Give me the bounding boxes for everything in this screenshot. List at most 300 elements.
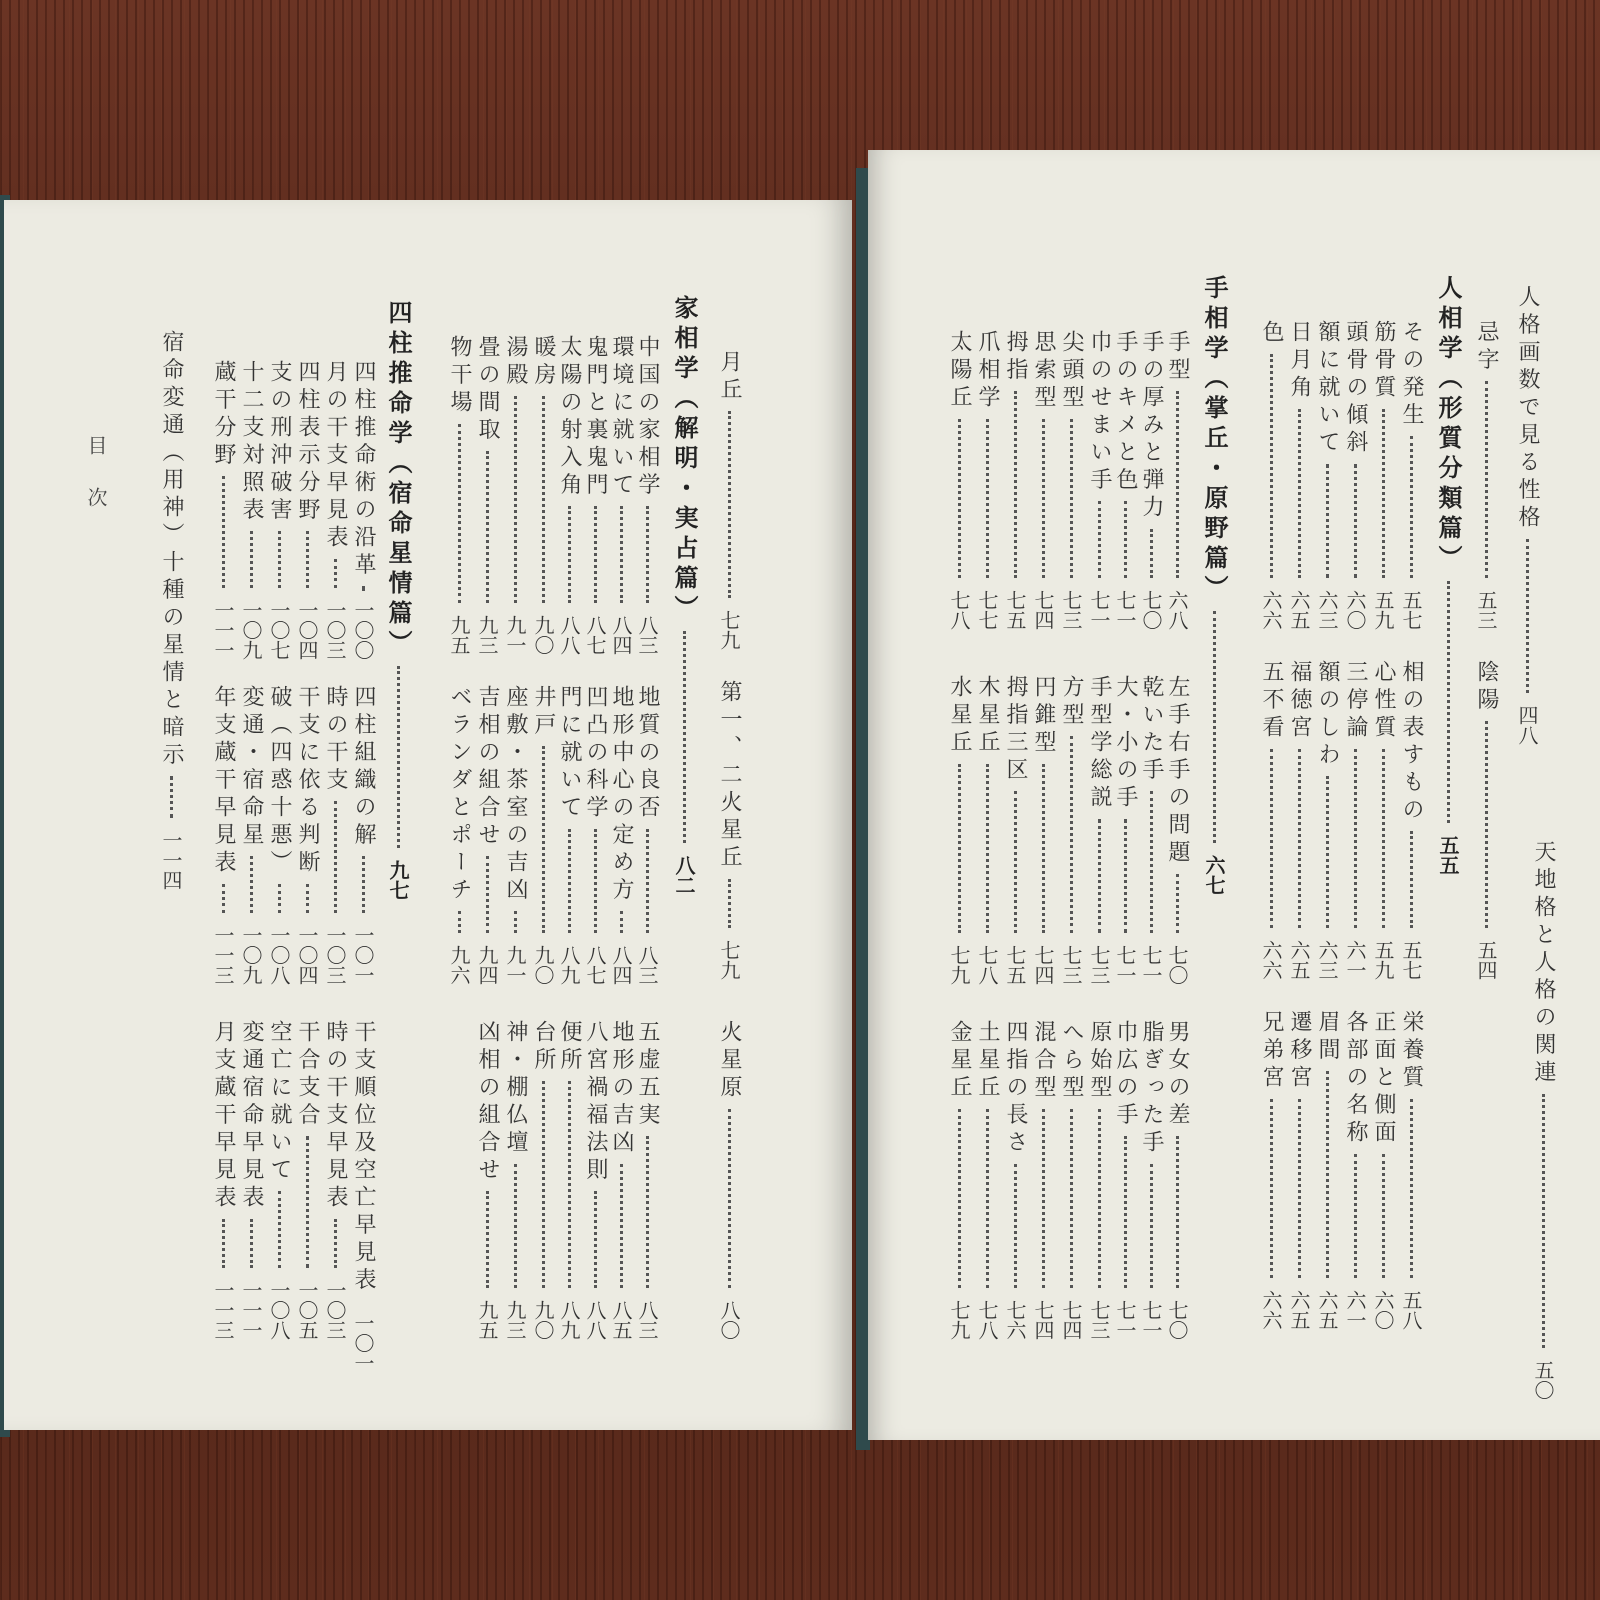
- toc-entry-kaso-c5[interactable]: [502, 1020, 528, 1340]
- toc-entry-ninso-b5[interactable]: [1258, 660, 1284, 980]
- toc-entry-ninso-a5[interactable]: [1258, 320, 1284, 630]
- dot-leader: [620, 1164, 623, 1289]
- toc-entry-kaso-b3-label: 門に就いて: [557, 685, 582, 823]
- heading-kasogaku[interactable]: [670, 295, 698, 895]
- toc-entry-teso-b7-label: 木星丘: [975, 675, 1000, 758]
- toc-entry-kaso-b0[interactable]: [634, 685, 660, 985]
- toc-entry-kaso-c6-page: 九五: [475, 1300, 499, 1340]
- toc-entry-ninso-b1-label: 心性質: [1371, 660, 1396, 743]
- dot-leader: [1098, 819, 1101, 934]
- toc-entry-shichu-c3-page: 一〇八: [267, 1280, 291, 1340]
- toc-entry-kaso-a6-label: 畳の間取: [475, 335, 500, 445]
- toc-entry-ninso-c5[interactable]: [1258, 1010, 1284, 1330]
- heading-shichusuimei-page: 九七: [386, 860, 410, 900]
- toc-entry-tenchikaku-label: 天地格と人格の関連: [1531, 840, 1556, 1088]
- toc-entry-ninso-c1-page: 六〇: [1371, 1290, 1395, 1330]
- toc-entry-kaso-c5-page: 九三: [503, 1300, 527, 1340]
- toc-entry-kaso-b5-page: 九一: [503, 945, 527, 985]
- toc-entry-teso-b3[interactable]: [1086, 675, 1112, 985]
- toc-entry-teso-a4-page: 七三: [1059, 590, 1083, 630]
- toc-entry-kaso-a7-page: 九五: [447, 615, 471, 655]
- toc-entry-teso-c3[interactable]: [1086, 1020, 1112, 1340]
- toc-entry-kaso-b4[interactable]: [530, 685, 556, 985]
- toc-entry-shichu-c1[interactable]: [322, 1020, 348, 1340]
- toc-entry-ninso-c2[interactable]: [1342, 1010, 1368, 1330]
- toc-entry-teso-c2[interactable]: [1112, 1020, 1138, 1340]
- toc-entry-kasei-gen-label: 火星原: [717, 1020, 742, 1103]
- dot-leader: [1410, 831, 1413, 928]
- dot-leader: [620, 911, 623, 933]
- dot-leader: [1542, 1094, 1545, 1349]
- toc-entry-shichu-a0-page: 一〇〇: [351, 600, 375, 660]
- toc-entry-shichu-b5-page: 一一三: [211, 925, 235, 985]
- toc-entry-teso-a7[interactable]: [974, 330, 1000, 630]
- toc-entry-kaso-a6[interactable]: [474, 335, 500, 655]
- toc-entry-teso-b5-label: 円錐型: [1031, 675, 1056, 758]
- toc-entry-kaso-c2-page: 八八: [583, 1300, 607, 1340]
- toc-entry-shichu-c2-page: 一〇五: [295, 1280, 319, 1340]
- toc-entry-ninso-a0-label: その発生: [1399, 320, 1424, 430]
- toc-entry-teso-c5-label: 混合型: [1031, 1020, 1056, 1103]
- toc-entry-shichu-c3[interactable]: [266, 1020, 292, 1340]
- toc-entry-inyo[interactable]: [1473, 660, 1499, 980]
- toc-entry-shichu-a3[interactable]: [266, 360, 292, 660]
- toc-entry-ninso-b0-page: 五七: [1399, 940, 1423, 980]
- dot-leader: [1042, 419, 1045, 579]
- toc-entry-kaso-c6-label: 凶相の組合せ: [475, 1020, 500, 1185]
- toc-entry-inyo-page: 五四: [1474, 940, 1498, 980]
- toc-entry-kaso-b7[interactable]: [446, 685, 472, 985]
- toc-entry-kaso-a5-label: 湯殿: [503, 335, 528, 390]
- toc-entry-kaso-b6-label: 吉相の組合せ: [475, 685, 500, 850]
- toc-entry-shukumei-hentsu-page: 一一四: [159, 830, 183, 890]
- toc-entry-teso-a6-page: 七五: [1003, 590, 1027, 630]
- toc-entry-imiji-label: 忌字: [1474, 320, 1499, 375]
- toc-entry-teso-a2[interactable]: [1112, 330, 1138, 630]
- toc-entry-ninso-a2-label: 頭骨の傾斜: [1343, 320, 1368, 458]
- toc-entry-ninso-a2-page: 六〇: [1343, 590, 1367, 630]
- dot-leader: [334, 1219, 337, 1269]
- toc-entry-teso-c2-label: 巾広の手: [1113, 1020, 1138, 1130]
- dot-leader: [1070, 736, 1073, 933]
- toc-entry-ninso-b4[interactable]: [1286, 660, 1312, 980]
- dot-leader: [278, 1191, 281, 1268]
- toc-entry-teso-c7-page: 七八: [975, 1300, 999, 1340]
- dot-leader: [458, 424, 461, 604]
- toc-entry-shichu-a1[interactable]: [322, 360, 348, 660]
- toc-entry-imiji-page: 五三: [1474, 590, 1498, 630]
- toc-entry-ninso-b3-page: 六三: [1315, 940, 1339, 980]
- toc-entry-jinkaku-kakusu[interactable]: [1514, 285, 1540, 745]
- toc-entry-ninso-c5-label: 兄弟宮: [1259, 1010, 1284, 1093]
- toc-entry-kaso-b6[interactable]: [474, 685, 500, 985]
- toc-entry-kaso-a2-label: 鬼門と裏鬼門: [583, 335, 608, 500]
- toc-entry-shichu-c4-label: 変通宿命早見表: [239, 1020, 264, 1213]
- dot-leader: [1298, 409, 1301, 579]
- toc-entry-teso-c1[interactable]: [1138, 1020, 1164, 1340]
- toc-entry-kaso-a4[interactable]: [530, 335, 556, 655]
- heading-tesogaku-page: 六七: [1202, 855, 1226, 895]
- toc-entry-kaso-a4-page: 九〇: [531, 615, 555, 655]
- dot-leader: [250, 1219, 253, 1269]
- toc-entry-kaso-c1-label: 地形の吉凶: [609, 1020, 634, 1158]
- toc-entry-shichu-a4-label: 十二支対照表: [239, 360, 264, 525]
- toc-entry-ninso-b5-label: 五不看: [1259, 660, 1284, 743]
- toc-entry-shichu-a3-label: 支の刑沖破害: [267, 360, 292, 525]
- toc-entry-shichu-c4[interactable]: [238, 1020, 264, 1340]
- dot-leader: [1298, 1099, 1301, 1279]
- toc-entry-shichu-b4[interactable]: [238, 685, 264, 985]
- toc-entry-teso-b6[interactable]: [1002, 675, 1028, 985]
- toc-entry-kaso-b3[interactable]: [556, 685, 582, 985]
- toc-entry-kaso-b2-label: 凹凸の科学: [583, 685, 608, 823]
- toc-entry-shichu-a1-page: 一〇三: [323, 600, 347, 660]
- dot-leader: [986, 1109, 989, 1289]
- toc-entry-shichu-b1[interactable]: [322, 685, 348, 985]
- toc-entry-kaso-a1-label: 環境に就いて: [609, 335, 634, 500]
- toc-entry-kaso-b5[interactable]: [502, 685, 528, 985]
- toc-entry-teso-a8-page: 七八: [947, 590, 971, 630]
- toc-entry-ninso-c1[interactable]: [1370, 1010, 1396, 1330]
- toc-entry-teso-b8-page: 七九: [947, 945, 971, 985]
- toc-entry-kaso-a1[interactable]: [608, 335, 634, 655]
- toc-entry-ninso-c2-page: 六一: [1343, 1290, 1367, 1330]
- dot-leader: [986, 764, 989, 934]
- toc-entry-ninso-b0-label: 相の表すもの: [1399, 660, 1424, 825]
- toc-entry-ninso-b1-page: 五九: [1371, 940, 1395, 980]
- toc-entry-shichu-b0-page: 一〇一: [351, 925, 375, 985]
- toc-entry-teso-b8[interactable]: [946, 675, 972, 985]
- toc-entry-teso-b6-label: 拇指三区: [1003, 675, 1028, 785]
- dot-leader: [1150, 529, 1153, 579]
- heading-shichusuimei[interactable]: [384, 300, 412, 900]
- toc-entry-kasei-oka[interactable]: [716, 680, 742, 980]
- toc-entry-shichu-c0-label: 干支順位及空亡早見表: [351, 1020, 376, 1295]
- toc-entry-kaso-a2[interactable]: [582, 335, 608, 655]
- toc-entry-kaso-b7-label: ベランダとポーチ: [447, 685, 472, 905]
- toc-entry-ninso-a4[interactable]: [1286, 320, 1312, 630]
- dot-leader: [278, 884, 281, 914]
- toc-entry-teso-a3[interactable]: [1086, 330, 1112, 630]
- heading-kasogaku-page: 八二: [672, 855, 696, 895]
- dot-leader: [1124, 501, 1127, 578]
- toc-entry-kaso-b1-page: 八四: [609, 945, 633, 985]
- toc-entry-teso-a5-label: 思索型: [1031, 330, 1056, 413]
- toc-entry-shichu-c5-label: 月支蔵干早見表: [211, 1020, 236, 1213]
- dot-leader: [1124, 819, 1127, 934]
- dot-leader: [1042, 764, 1045, 934]
- toc-entry-tenchikaku[interactable]: [1530, 840, 1556, 1400]
- dot-leader: [1410, 1099, 1413, 1279]
- toc-entry-kaso-b3-page: 八九: [557, 945, 581, 985]
- toc-entry-kaso-a3-page: 八八: [557, 615, 581, 655]
- toc-entry-kaso-b4-label: 井戸: [531, 685, 556, 740]
- dot-leader: [1270, 354, 1273, 579]
- toc-entry-shichu-c3-label: 空亡に就いて: [267, 1020, 292, 1185]
- toc-entry-shichu-c1-label: 時の干支早見表: [323, 1020, 348, 1213]
- toc-entry-ninso-a4-page: 六五: [1287, 590, 1311, 630]
- toc-entry-tsuki-oka[interactable]: [716, 350, 742, 650]
- toc-entry-teso-a0[interactable]: [1164, 330, 1190, 630]
- toc-entry-teso-a6[interactable]: [1002, 330, 1028, 630]
- toc-entry-shichu-b5[interactable]: [210, 685, 236, 985]
- dot-leader: [542, 746, 545, 933]
- toc-entry-shichu-c0[interactable]: [350, 1020, 376, 1373]
- toc-entry-teso-b0-page: 七〇: [1165, 945, 1189, 985]
- toc-entry-ninso-b3[interactable]: [1314, 660, 1340, 980]
- left-page: [4, 200, 852, 1430]
- dot-leader: [250, 531, 253, 588]
- toc-entry-kaso-a3-label: 太陽の射入角: [557, 335, 582, 500]
- toc-entry-ninso-a3-page: 六三: [1315, 590, 1339, 630]
- toc-entry-shichu-b3[interactable]: [266, 685, 292, 985]
- toc-entry-kaso-a4-label: 暖房: [531, 335, 556, 390]
- toc-entry-kaso-c1[interactable]: [608, 1020, 634, 1340]
- dot-leader: [306, 1136, 309, 1268]
- toc-entry-shichu-c5-page: 一一三: [211, 1280, 235, 1340]
- dot-leader: [514, 911, 517, 933]
- toc-entry-teso-c1-label: 脂ぎった手: [1139, 1020, 1164, 1158]
- toc-entry-shichu-a2-label: 四柱表示分野: [295, 360, 320, 525]
- toc-entry-shichu-b0[interactable]: [350, 685, 376, 985]
- toc-entry-ninso-a4-label: 日月角: [1287, 320, 1312, 403]
- dot-leader: [958, 1109, 961, 1289]
- dot-leader: [1176, 874, 1179, 934]
- toc-entry-ninso-a1-label: 筋骨質: [1371, 320, 1396, 403]
- toc-entry-teso-b6-page: 七五: [1003, 945, 1027, 985]
- toc-entry-teso-b4-label: 方型: [1059, 675, 1084, 730]
- dot-leader: [1526, 539, 1529, 694]
- dot-leader: [222, 476, 225, 588]
- toc-entry-tenchikaku-page: 五〇: [1531, 1360, 1555, 1400]
- toc-entry-shichu-b2[interactable]: [294, 685, 320, 985]
- toc-entry-teso-c5-page: 七四: [1031, 1300, 1055, 1340]
- toc-entry-teso-c2-page: 七一: [1113, 1300, 1137, 1340]
- toc-entry-shichu-c4-page: 一一一: [239, 1280, 263, 1340]
- dot-leader: [397, 666, 400, 848]
- toc-entry-teso-c3-label: 原始型: [1087, 1020, 1112, 1103]
- toc-entry-kaso-a5[interactable]: [502, 335, 528, 655]
- toc-entry-ninso-a5-page: 六六: [1259, 590, 1283, 630]
- toc-entry-teso-c8[interactable]: [946, 1020, 972, 1340]
- dot-leader: [568, 1081, 571, 1288]
- toc-entry-teso-c6[interactable]: [1002, 1020, 1028, 1340]
- toc-entry-teso-a5[interactable]: [1030, 330, 1056, 630]
- heading-kasogaku-title: 家相学（解明・実占篇）: [670, 295, 699, 625]
- toc-entry-ninso-b1[interactable]: [1370, 660, 1396, 980]
- toc-entry-kaso-c0[interactable]: [634, 1020, 660, 1340]
- toc-entry-kaso-b7-page: 九六: [447, 945, 471, 985]
- toc-entry-ninso-a0-page: 五七: [1399, 590, 1423, 630]
- dot-leader: [306, 531, 309, 588]
- toc-entry-ninso-b4-page: 六五: [1287, 940, 1311, 980]
- toc-entry-teso-b5-page: 七四: [1031, 945, 1055, 985]
- toc-entry-teso-b4-page: 七三: [1059, 945, 1083, 985]
- toc-entry-ninso-b0[interactable]: [1398, 660, 1424, 980]
- dot-leader: [1014, 391, 1017, 578]
- toc-entry-shichu-a4-page: 一〇九: [239, 600, 263, 660]
- right-page: [868, 150, 1600, 1440]
- toc-entry-kaso-c3[interactable]: [556, 1020, 582, 1340]
- toc-entry-ninso-c0[interactable]: [1398, 1010, 1424, 1330]
- toc-entry-ninso-c4[interactable]: [1286, 1010, 1312, 1330]
- toc-entry-shichu-a5-label: 蔵干分野: [211, 360, 236, 470]
- toc-entry-kaso-a3[interactable]: [556, 335, 582, 655]
- dot-leader: [458, 911, 461, 933]
- toc-entry-shichu-a0[interactable]: [350, 360, 376, 660]
- toc-entry-ninso-b3-label: 額のしわ: [1315, 660, 1340, 770]
- dot-leader: [1070, 1109, 1073, 1289]
- toc-entry-kaso-c0-label: 五虚五実: [635, 1020, 660, 1130]
- dot-leader: [222, 1219, 225, 1269]
- toc-entry-ninso-c5-page: 六六: [1259, 1290, 1283, 1330]
- toc-entry-shichu-b2-label: 干支に依る判断: [295, 685, 320, 878]
- dot-leader: [486, 856, 489, 933]
- dot-leader: [1124, 1136, 1127, 1288]
- toc-entry-kaso-a7[interactable]: [446, 335, 472, 655]
- toc-entry-teso-a5-page: 七四: [1031, 590, 1055, 630]
- toc-entry-teso-c4[interactable]: [1058, 1020, 1084, 1340]
- toc-entry-teso-a8-label: 太陽丘: [947, 330, 972, 413]
- dot-leader: [334, 801, 337, 913]
- dot-leader: [486, 1191, 489, 1288]
- toc-entry-teso-b4[interactable]: [1058, 675, 1084, 985]
- toc-entry-shichu-c1-page: 一〇三: [323, 1280, 347, 1340]
- toc-entry-ninso-b2-page: 六一: [1343, 940, 1367, 980]
- toc-entry-kaso-b1[interactable]: [608, 685, 634, 985]
- heading-tesogaku[interactable]: [1200, 275, 1228, 895]
- dot-leader: [1326, 464, 1329, 579]
- dot-leader: [986, 419, 989, 579]
- toc-entry-kaso-c4-label: 台所: [531, 1020, 556, 1075]
- heading-shichusuimei-title: 四柱推命学（宿命星情篇）: [384, 300, 413, 660]
- dot-leader: [1213, 611, 1216, 843]
- toc-entry-teso-b2-label: 大・小の手: [1113, 675, 1138, 813]
- dot-leader: [170, 776, 173, 818]
- toc-entry-ninso-c2-label: 各部の名称: [1343, 1010, 1368, 1148]
- toc-entry-shichu-c2[interactable]: [294, 1020, 320, 1340]
- toc-entry-teso-b2-page: 七一: [1113, 945, 1137, 985]
- toc-entry-teso-c4-page: 七四: [1059, 1300, 1083, 1340]
- toc-entry-shichu-b0-label: 四柱組織の解: [351, 685, 376, 850]
- toc-entry-shichu-b4-label: 変通・宿命星: [239, 685, 264, 850]
- dot-leader: [514, 396, 517, 603]
- toc-entry-teso-b1[interactable]: [1138, 675, 1164, 985]
- toc-entry-teso-a4-label: 尖頭型: [1059, 330, 1084, 413]
- toc-entry-kaso-a0[interactable]: [634, 335, 660, 655]
- toc-entry-kasei-oka-page: 七九: [717, 940, 741, 980]
- toc-entry-teso-a2-label: 手のキメと色: [1113, 330, 1138, 495]
- toc-entry-kaso-c4[interactable]: [530, 1020, 556, 1340]
- dot-leader: [1070, 419, 1073, 579]
- toc-entry-teso-c5[interactable]: [1030, 1020, 1056, 1340]
- toc-entry-imiji[interactable]: [1473, 320, 1499, 630]
- dot-leader: [250, 856, 253, 913]
- toc-entry-teso-a7-page: 七七: [975, 590, 999, 630]
- dot-leader: [1176, 391, 1179, 578]
- dot-leader: [646, 829, 649, 934]
- dot-leader: [1354, 749, 1357, 929]
- toc-entry-kaso-b2[interactable]: [582, 685, 608, 985]
- dot-leader: [278, 531, 281, 588]
- toc-entry-shichu-a3-page: 一〇七: [267, 600, 291, 660]
- toc-entry-teso-a1[interactable]: [1138, 330, 1164, 630]
- toc-entry-teso-a4[interactable]: [1058, 330, 1084, 630]
- toc-entry-teso-a8[interactable]: [946, 330, 972, 630]
- toc-entry-teso-c0[interactable]: [1164, 1020, 1190, 1340]
- toc-entry-kaso-c3-page: 八九: [557, 1300, 581, 1340]
- toc-entry-shichu-c5[interactable]: [210, 1020, 236, 1340]
- toc-entry-teso-a0-page: 六八: [1165, 590, 1189, 630]
- toc-entry-kasei-oka-label: 第一、二火星丘: [717, 680, 742, 873]
- toc-entry-kasei-gen[interactable]: [716, 1020, 742, 1340]
- toc-entry-kaso-c2[interactable]: [582, 1020, 608, 1340]
- toc-entry-teso-c0-page: 七〇: [1165, 1300, 1189, 1340]
- toc-entry-teso-c7[interactable]: [974, 1020, 1000, 1340]
- toc-entry-ninso-b2[interactable]: [1342, 660, 1368, 980]
- dot-leader: [1298, 749, 1301, 929]
- toc-entry-teso-c6-label: 四指の長さ: [1003, 1020, 1028, 1158]
- toc-entry-shichu-a4[interactable]: [238, 360, 264, 660]
- toc-entry-tsuki-oka-label: 月丘: [717, 350, 742, 405]
- toc-entry-ninso-a0[interactable]: [1398, 320, 1424, 630]
- toc-entry-kaso-c3-label: 便所: [557, 1020, 582, 1075]
- heading-ninsogaku-page: 五五: [1436, 835, 1460, 875]
- dot-leader: [594, 829, 597, 934]
- toc-entry-shichu-a5[interactable]: [210, 360, 236, 660]
- heading-ninsogaku[interactable]: [1434, 275, 1462, 875]
- toc-entry-kaso-a0-page: 八三: [635, 615, 659, 655]
- toc-entry-ninso-c3[interactable]: [1314, 1010, 1340, 1330]
- toc-entry-ninso-a5-label: 色: [1259, 320, 1284, 348]
- dot-leader: [1270, 749, 1273, 929]
- dot-leader: [646, 506, 649, 603]
- toc-entry-shichu-b3-label: 破（四惑十悪）: [267, 685, 292, 878]
- dot-leader: [728, 411, 731, 598]
- toc-entry-tsuki-oka-page: 七九: [717, 610, 741, 650]
- toc-entry-teso-b2[interactable]: [1112, 675, 1138, 985]
- toc-entry-teso-c7-label: 土星丘: [975, 1020, 1000, 1103]
- dot-leader: [1485, 381, 1488, 578]
- toc-entry-ninso-c4-page: 六五: [1287, 1290, 1311, 1330]
- toc-entry-shichu-a1-label: 月の干支早見表: [323, 360, 348, 553]
- toc-entry-ninso-b2-label: 三停論: [1343, 660, 1368, 743]
- toc-entry-teso-b3-label: 手型学総説: [1087, 675, 1112, 813]
- toc-entry-kasei-gen-page: 八〇: [717, 1300, 741, 1340]
- toc-entry-shichu-a2[interactable]: [294, 360, 320, 660]
- toc-entry-kaso-a2-page: 八七: [583, 615, 607, 655]
- dot-leader: [1014, 791, 1017, 933]
- toc-entry-shukumei-hentsu[interactable]: [158, 330, 184, 890]
- toc-entry-teso-b0[interactable]: [1164, 675, 1190, 985]
- toc-entry-teso-a2-page: 七一: [1113, 590, 1137, 630]
- toc-entry-teso-b7[interactable]: [974, 675, 1000, 985]
- toc-entry-ninso-a1[interactable]: [1370, 320, 1396, 630]
- toc-entry-teso-b5[interactable]: [1030, 675, 1056, 985]
- toc-entry-ninso-a2[interactable]: [1342, 320, 1368, 630]
- dot-leader: [1447, 581, 1450, 823]
- dot-leader: [1326, 1071, 1329, 1278]
- dot-leader: [222, 884, 225, 914]
- dot-leader: [728, 1109, 731, 1289]
- toc-entry-teso-b8-label: 水星丘: [947, 675, 972, 758]
- toc-entry-kaso-c6[interactable]: [474, 1020, 500, 1340]
- toc-entry-shichu-c2-label: 干合支合: [295, 1020, 320, 1130]
- dot-leader: [1042, 1109, 1045, 1289]
- dot-leader: [1150, 1164, 1153, 1289]
- toc-entry-ninso-a3[interactable]: [1314, 320, 1340, 630]
- dot-leader: [542, 396, 545, 603]
